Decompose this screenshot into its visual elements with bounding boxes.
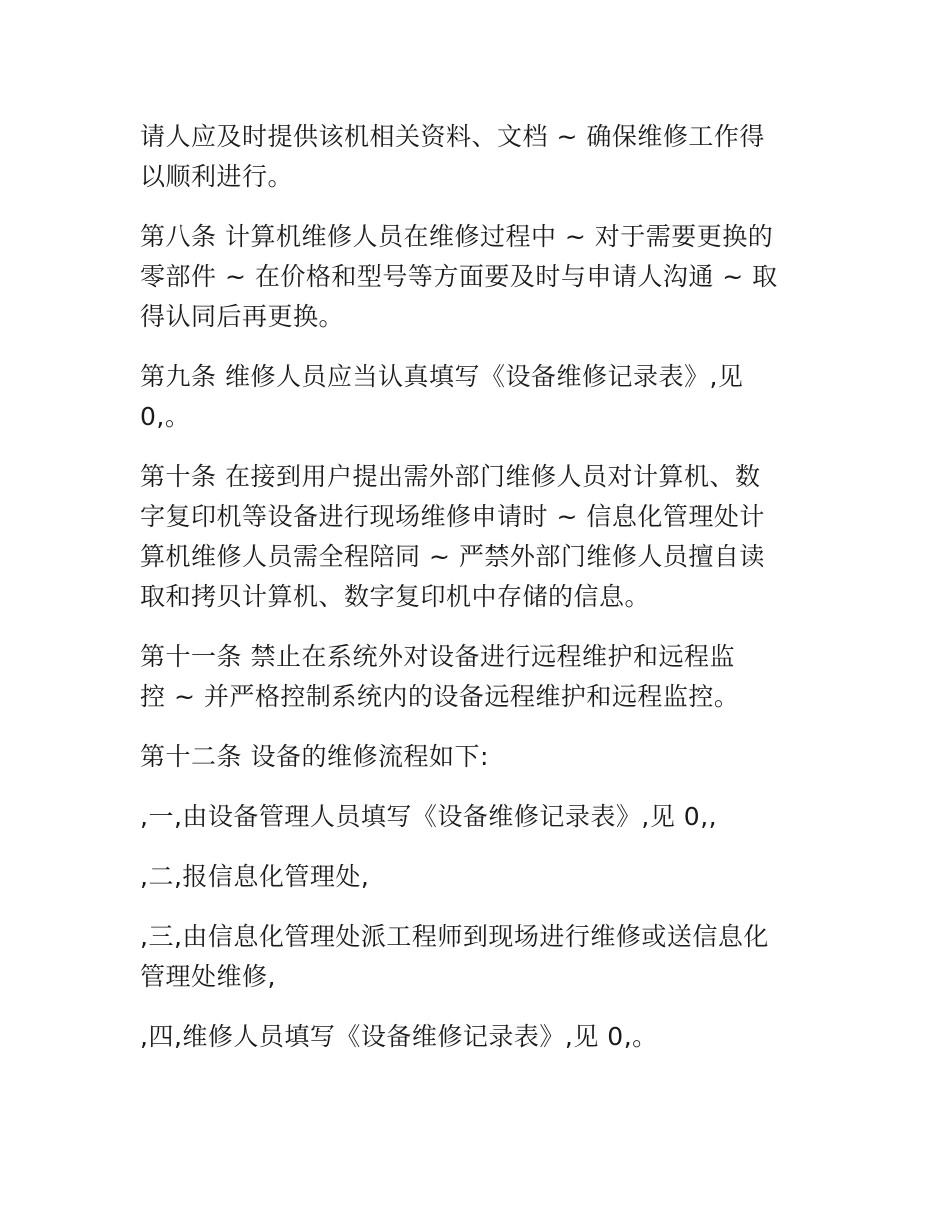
paragraph-article-10: [140, 457, 820, 617]
text-line: 取和拷贝计算机、数字复印机中存储的信息。: [140, 582, 651, 611]
text-line: 第八条 计算机维修人员在维修过程中 ~ 对于需要更换的: [140, 222, 774, 251]
list-item-step-4: [140, 1017, 820, 1057]
text-line: 第十二条 设备的维修流程如下:: [140, 742, 489, 771]
document-body: [140, 117, 820, 1077]
text-line: 第九条 维修人员应当认真填写《设备维修记录表》,见: [140, 362, 744, 391]
paragraph-article-9: [140, 357, 820, 437]
text-line: 0,。: [140, 402, 191, 431]
paragraph-article-11: [140, 637, 820, 717]
text-line: ,一,由设备管理人员填写《设备维修记录表》,见 0,,: [140, 802, 718, 831]
text-line: 以顺利进行。: [140, 162, 294, 191]
paragraph-article-8: [140, 217, 820, 337]
list-item-step-2: [140, 857, 820, 897]
text-line: ,二,报信息化管理处,: [140, 862, 370, 891]
text-line: 控 ~ 并严格控制系统内的设备远程维护和远程监控。: [140, 682, 740, 711]
text-line: 零部件 ~ 在价格和型号等方面要及时与申请人沟通 ~ 取: [140, 262, 778, 291]
text-line: 第十一条 禁止在系统外对设备进行远程维护和远程监: [140, 642, 735, 671]
text-line: ,三,由信息化管理处派工程师到现场进行维修或送信息化: [140, 922, 769, 951]
text-line: 请人应及时提供该机相关资料、文档 ~ 确保维修工作得: [140, 122, 765, 151]
text-line: 管理处维修,: [140, 962, 276, 991]
text-line: 字复印机等设备进行现场维修申请时 ~ 信息化管理处计: [140, 502, 765, 531]
list-item-step-1: [140, 797, 820, 837]
text-line: 算机维修人员需全程陪同 ~ 严禁外部门维修人员擅自读: [140, 542, 765, 571]
text-line: 第十条 在接到用户提出需外部门维修人员对计算机、数: [140, 462, 761, 491]
paragraph-article-12: [140, 737, 820, 777]
paragraph-continuation: [140, 117, 820, 197]
list-item-step-3: [140, 917, 820, 997]
text-line: ,四,维修人员填写《设备维修记录表》,见 0,。: [140, 1022, 658, 1051]
text-line: 得认同后再更换。: [140, 302, 345, 331]
